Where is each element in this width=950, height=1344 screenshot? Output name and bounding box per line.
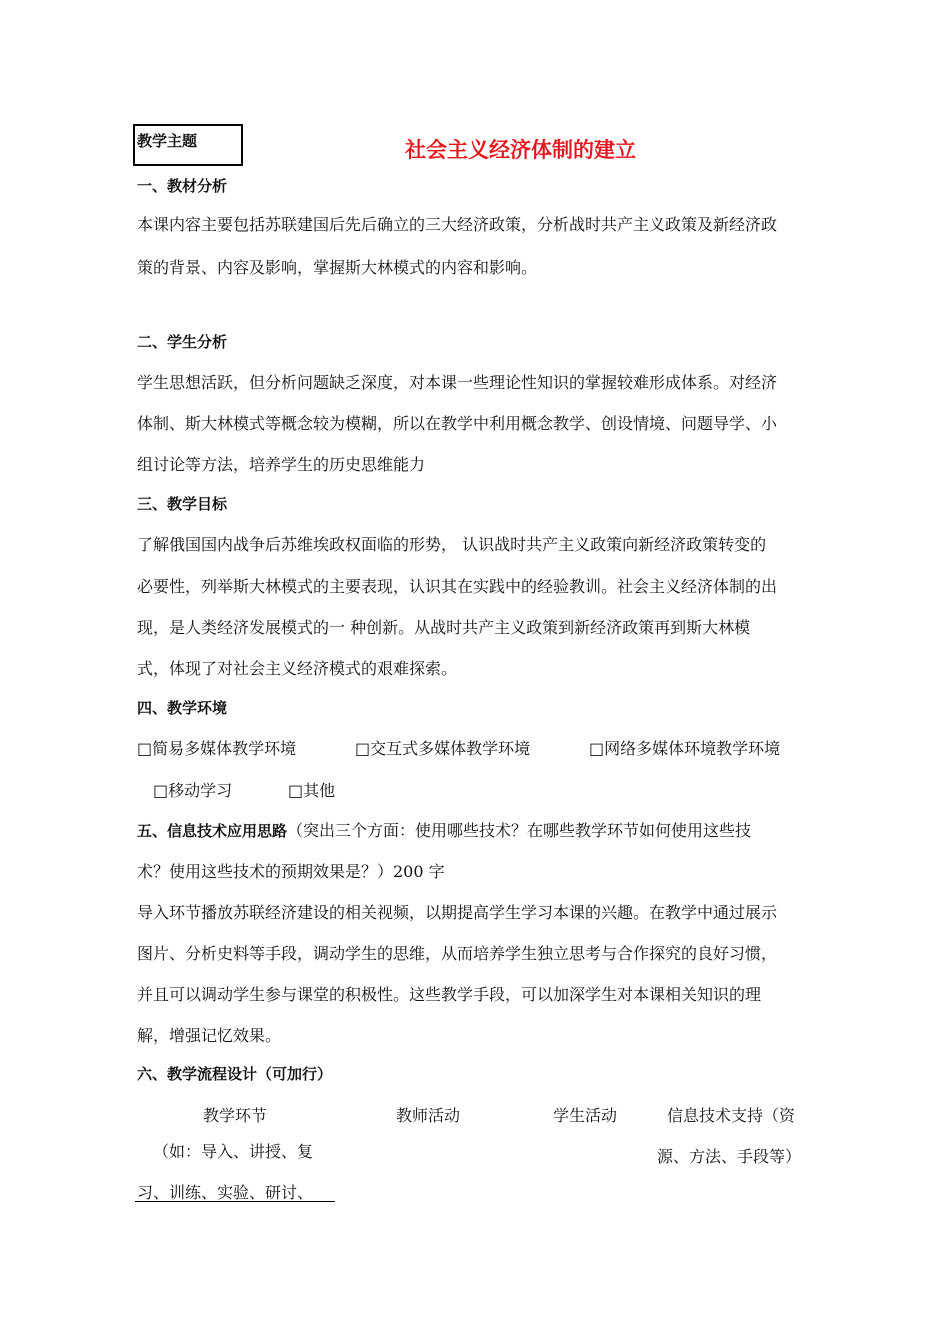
section-heading-text: 五、信息技术应用思路 <box>137 822 288 840</box>
paragraph-line: 必要性，列举斯大林模式的主要表现，认识其在实践中的经验教训。社会主义经济体制的出 <box>137 577 778 596</box>
table-cell-divider <box>135 1201 335 1202</box>
section-heading-teaching-environment: 四、教学环境 <box>137 699 228 717</box>
heading-note-continuation: 术？使用这些技术的预期效果是？）200 字 <box>137 862 445 881</box>
section-heading-student-analysis: 二、学生分析 <box>137 333 228 351</box>
env-option-mobile-learning[interactable]: □移动学习 <box>153 781 233 800</box>
paragraph-line: 解，增强记忆效果。 <box>137 1026 282 1045</box>
paragraph-line: 体制、斯大林模式等概念较为模糊，所以在教学中利用概念教学、创设情境、问题导学、小 <box>137 414 778 433</box>
paragraph-line: 本课内容主要包括苏联建国后先后确立的三大经济政策，分析战时共产主义政策及新经济政 <box>137 215 778 234</box>
env-option-simple-multimedia[interactable]: □简易多媒体教学环境 <box>137 739 297 758</box>
paragraph-line: 导入环节播放苏联经济建设的相关视频，以期提高学生学习本课的兴趣。在教学中通过展示 <box>137 903 778 922</box>
paragraph-line: 并且可以调动学生参与课堂的积极性。这些教学手段，可以加深学生对本课相关知识的理 <box>137 985 762 1004</box>
paragraph-line: 了解俄国国内战争后苏维埃政权面临的形势， 认识战时共产主义政策向新经济政策转变的 <box>137 535 767 554</box>
paragraph-line: 图片、分析史料等手段，调动学生的思维，从而培养学生独立思考与合作探究的良好习惯， <box>137 944 778 963</box>
page-title: 社会主义经济体制的建立 <box>405 138 636 162</box>
env-option-interactive-multimedia[interactable]: □交互式多媒体教学环境 <box>355 739 531 758</box>
section-heading-teaching-goals: 三、教学目标 <box>137 495 228 513</box>
section-heading-note: （突出三个方面：使用哪些技术？在哪些教学环节如何使用这些技 <box>287 821 752 840</box>
table-header-it-support: 信息技术支持（资 <box>667 1106 796 1125</box>
section-heading-teaching-flow: 六、教学流程设计（可加行） <box>137 1065 333 1083</box>
section-heading-textbook-analysis: 一、教材分析 <box>137 177 228 195</box>
table-header-student-activity: 学生活动 <box>553 1106 618 1125</box>
env-option-network-multimedia[interactable]: □网络多媒体环境教学环境 <box>589 739 781 758</box>
table-header-teacher-activity: 教师活动 <box>396 1106 461 1125</box>
table-header-stage-note: （如：导入、讲授、复 <box>153 1142 314 1161</box>
paragraph-line: 学生思想活跃，但分析问题缺乏深度，对本课一些理论性知识的掌握较难形成体系。对经济 <box>137 373 778 392</box>
paragraph-line: 现，是人类经济发展模式的一 种创新。从战时共产主义政策到新经济政策再到斯大林模 <box>137 618 751 637</box>
table-header-it-support-cont: 源、方法、手段等） <box>657 1147 802 1166</box>
paragraph-line: 式，体现了对社会主义经济模式的艰难探索。 <box>137 659 458 678</box>
paragraph-line: 策的背景、内容及影响，掌握斯大林模式的内容和影响。 <box>137 258 538 277</box>
table-header-stage: 教学环节 <box>203 1106 268 1125</box>
section-heading-it-application <box>137 818 751 841</box>
env-option-other[interactable]: □其他 <box>288 781 336 800</box>
topic-label: 教学主题 <box>137 132 198 150</box>
table-header-stage-note-cont: 习、训练、实验、研讨、 <box>137 1183 314 1202</box>
paragraph-line: 组讨论等方法，培养学生的历史思维能力 <box>137 455 426 474</box>
